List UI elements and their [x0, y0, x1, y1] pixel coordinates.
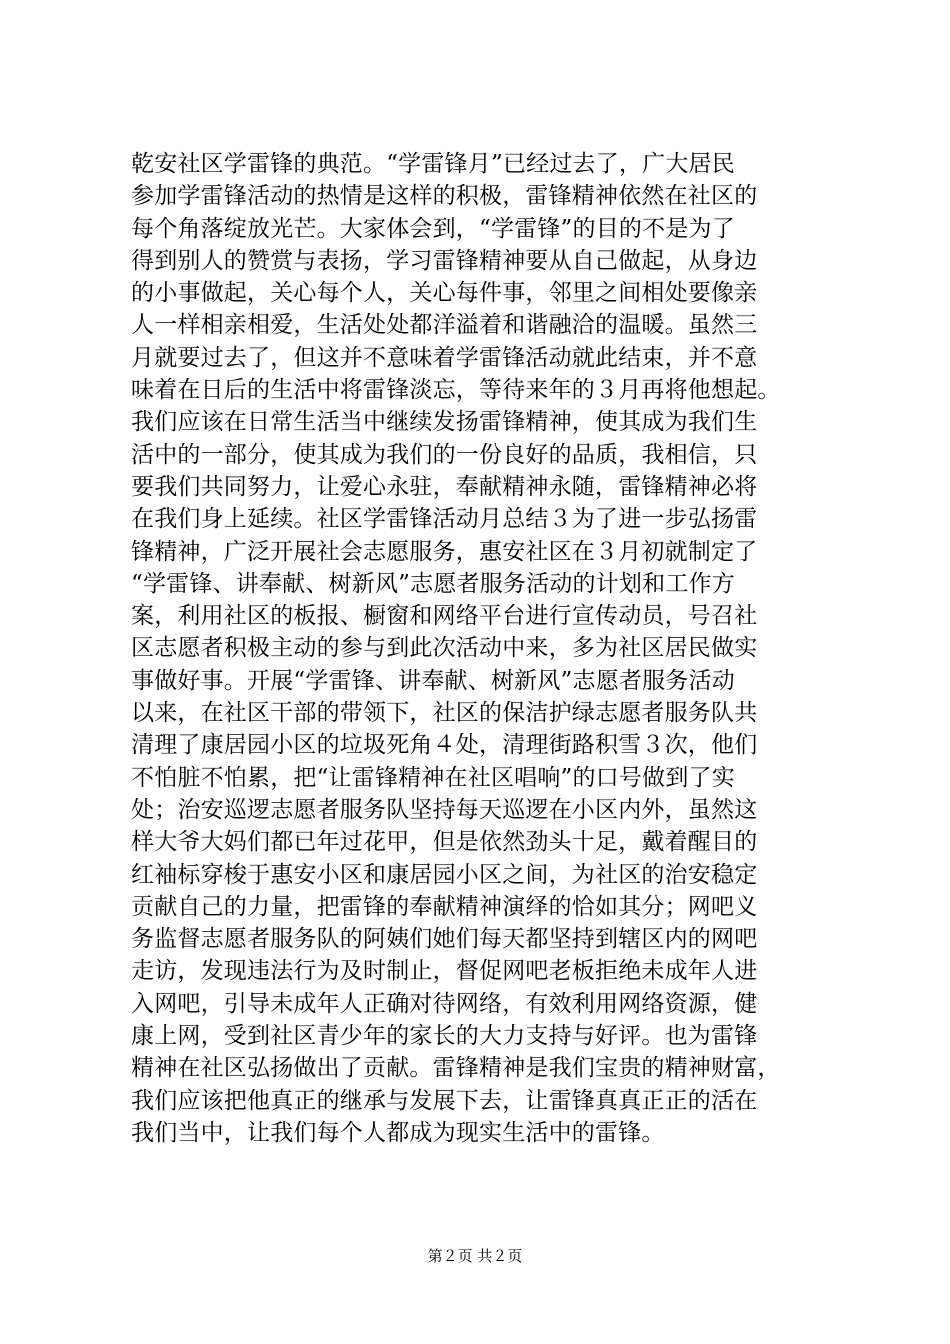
text-line: 事做好事。开展“学雷锋、讲奉献、树新风”志愿者服务活动: [131, 667, 735, 694]
text-line: 要我们共同努力，让爱心永驻，奉献精神永随，雷锋精神必将: [131, 473, 758, 500]
text-line: 走访，发现违法行为及时制止，督促网吧老板拒绝未成年人进: [131, 958, 758, 985]
text-line: 清理了康居园小区的垃圾死角４处，清理街路积雪３次，他们: [131, 732, 758, 759]
text-line: 精神在社区弘扬做出了贡献。雷锋精神是我们宝贵的精神财富，: [131, 1055, 781, 1082]
page-number-footer: 第２页 共２页: [427, 1247, 523, 1265]
text-line: 入网吧，引导未成年人正确对待网络，有效利用网络资源，健: [131, 990, 758, 1017]
text-line: 我们应该在日常生活当中继续发扬雷锋精神，使其成为我们生: [131, 409, 758, 436]
text-line: 务监督志愿者服务队的阿姨们她们每天都坚持到辖区内的网吧: [131, 926, 758, 953]
text-line: 红袖标穿梭于惠安小区和康居园小区之间，为社区的治安稳定: [131, 861, 758, 888]
text-line: “学雷锋、讲奉献、树新风”志愿者服务活动的计划和工作方: [131, 570, 735, 597]
text-line: 贡献自己的力量，把雷锋的奉献精神演绎的恰如其分；网吧义: [131, 893, 758, 920]
text-line: 样大爷大妈们都已年过花甲，但是依然劲头十足，戴着醒目的: [131, 829, 758, 856]
text-line: 康上网，受到社区青少年的家长的大力支持与好评。也为雷锋: [131, 1023, 758, 1050]
text-line: 的小事做起，关心每个人，关心每件事，邻里之间相处要像亲: [131, 280, 758, 307]
text-line: 锋精神，广泛开展社会志愿服务，惠安社区在３月初就制定了: [131, 538, 758, 565]
text-line: 不怕脏不怕累，把“让雷锋精神在社区唱响”的口号做到了实: [131, 764, 735, 791]
document-body: [131, 148, 831, 1149]
text-line: 乾安社区学雷锋的典范。“学雷锋月”已经过去了，广大居民: [131, 151, 735, 177]
text-line: 我们当中，让我们每个人都成为现实生活中的雷锋。: [131, 1119, 665, 1146]
text-line: 活中的一部分，使其成为我们的一份良好的品质，我相信，只: [131, 441, 758, 468]
text-line: 案，利用社区的板报、橱窗和网络平台进行宣传动员，号召社: [131, 603, 758, 630]
text-line: 参加学雷锋活动的热情是这样的积极，雷锋精神依然在社区的: [131, 183, 758, 210]
text-line: 区志愿者积极主动的参与到此次活动中来，多为社区居民做实: [131, 635, 758, 662]
text-line: 得到别人的赞赏与表扬，学习雷锋精神要从自己做起，从身边: [131, 247, 758, 274]
text-line: 我们应该把他真正的继承与发展下去，让雷锋真真正正的活在: [131, 1087, 758, 1114]
text-line: 月就要过去了，但这并不意味着学雷锋活动就此结束，并不意: [131, 344, 758, 371]
text-line: 以来，在社区干部的带领下，社区的保洁护绿志愿者服务队共: [131, 700, 758, 727]
text-line: 在我们身上延续。社区学雷锋活动月总结３为了进一步弘扬雷: [131, 506, 758, 533]
text-line: 味着在日后的生活中将雷锋淡忘，等待来年的３月再将他想起。: [131, 377, 781, 404]
text-line: 每个角落绽放光芒。大家体会到，“学雷锋”的目的不是为了: [131, 215, 735, 242]
text-line: 人一样相亲相爱，生活处处都洋溢着和谐融洽的温暖。虽然三: [131, 312, 758, 339]
text-line: 处；治安巡逻志愿者服务队坚持每天巡逻在小区内外，虽然这: [131, 796, 758, 823]
